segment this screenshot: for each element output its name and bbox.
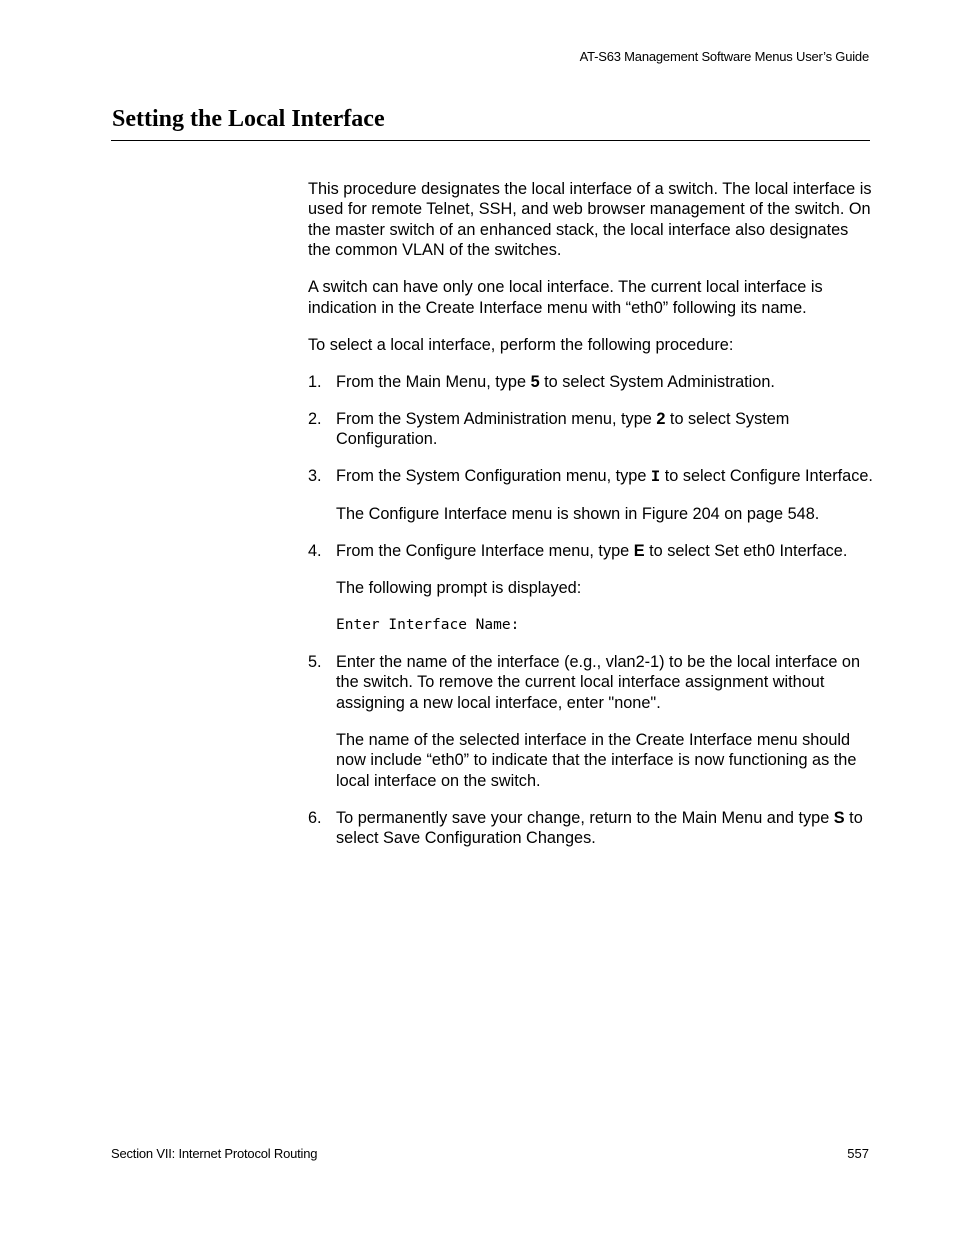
intro-paragraph-3: To select a local interface, perform the following procedure: xyxy=(308,335,734,354)
step-note: The following prompt is displayed: xyxy=(336,579,582,598)
intro-paragraph-2: A switch can have only one local interface. The current local interface is indication in the Create Interface menu with “eth0” following its name. xyxy=(308,278,823,317)
footer-section: Section VII: Internet Protocol Routing xyxy=(111,1146,318,1161)
page-number: 557 xyxy=(847,1146,869,1161)
step-body xyxy=(336,541,873,635)
intro-paragraph-1: This procedure designates the local interface of a switch. The local interface is used for remote Telnet, SSH, and web browser management of the switch. On the master switch of an enhanced stack, the local interface also designates the common VLAN of the switches. xyxy=(308,180,872,260)
step-body xyxy=(336,409,873,450)
step-number: 2. xyxy=(308,409,322,428)
step-1 xyxy=(308,372,873,392)
step-number: 4. xyxy=(308,542,322,561)
step-text: From the Configure Interface menu, type xyxy=(336,542,634,561)
step-note: The Configure Interface menu is shown in Figure 204 on page 548. xyxy=(336,505,820,524)
step-text: To permanently save your change, return to the Main Menu and type xyxy=(336,808,834,827)
step-key: I xyxy=(650,468,661,487)
step-key: 5 xyxy=(530,372,540,391)
step-text: From the Main Menu, type xyxy=(336,372,531,391)
step-number: 5. xyxy=(308,653,322,672)
step-body xyxy=(336,466,873,524)
step-key: 2 xyxy=(656,409,666,428)
step-text: to select System Administration. xyxy=(539,372,775,391)
step-key: E xyxy=(633,542,645,561)
step-body xyxy=(336,652,873,791)
step-4 xyxy=(308,541,873,635)
step-text: to select Configure Interface. xyxy=(660,467,873,486)
step-number: 1. xyxy=(308,372,322,391)
step-text: to select Save Configuration Changes. xyxy=(336,808,863,848)
step-text: to select Set eth0 Interface. xyxy=(644,542,848,561)
step-key: S xyxy=(833,808,845,827)
step-note: The name of the selected interface in the Create Interface menu should now include “eth0” to indicate that the interface is now functioning as the local interface on the switch. xyxy=(336,730,857,790)
body-column xyxy=(308,179,873,865)
step-text: From the System Configuration menu, type xyxy=(336,467,651,486)
step-2 xyxy=(308,409,873,450)
step-number: 3. xyxy=(308,467,322,486)
step-body xyxy=(336,808,873,849)
step-number: 6. xyxy=(308,808,322,827)
step-6 xyxy=(308,808,873,849)
running-header: AT-S63 Management Software Menus User’s Guide xyxy=(579,49,869,64)
prompt-code: Enter Interface Name: xyxy=(336,617,520,634)
step-5 xyxy=(308,652,873,791)
step-body xyxy=(336,372,873,392)
step-3 xyxy=(308,466,873,524)
section-title: Setting the Local Interface xyxy=(112,106,385,132)
title-rule xyxy=(111,140,870,141)
step-text: From the System Administration menu, type xyxy=(336,409,657,428)
step-text: to select System Configuration. xyxy=(336,409,790,449)
step-text: Enter the name of the interface (e.g., vlan2-1) to be the local interface on the switch. To remove the current local interface assignment without assigning a new local interface, enter "none". xyxy=(336,653,861,712)
